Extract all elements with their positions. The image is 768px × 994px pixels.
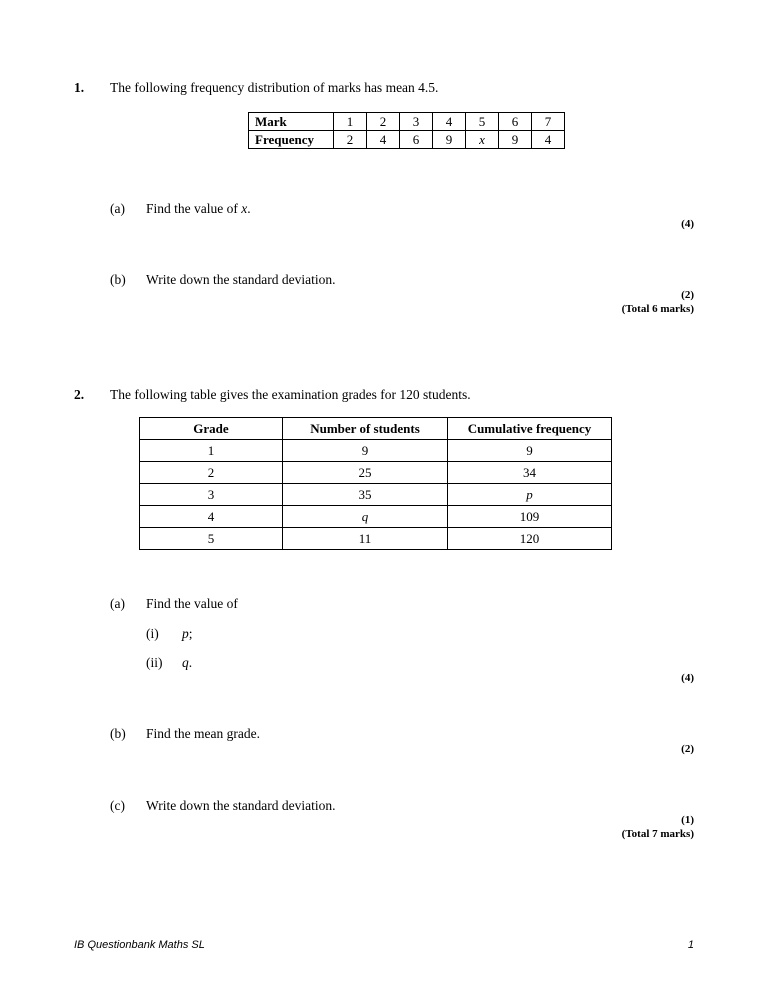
q2-cell: 34 bbox=[448, 462, 612, 484]
q1-mark-cell: 7 bbox=[532, 113, 565, 131]
q2a-ii-label: (ii) bbox=[146, 655, 163, 670]
q1-frequency-cell: 6 bbox=[400, 131, 433, 149]
q2a-marks: (4) bbox=[681, 672, 694, 684]
q2-stem: The following table gives the examination grades for 120 students. bbox=[110, 387, 471, 402]
q1-mark-cell: 6 bbox=[499, 113, 532, 131]
q2-cell: 109 bbox=[448, 506, 612, 528]
q1a-marks: (4) bbox=[681, 218, 694, 230]
q2a-label: (a) bbox=[110, 596, 125, 611]
q1-mark-cell: 4 bbox=[433, 113, 466, 131]
q2a-i-text bbox=[182, 626, 193, 642]
q2-cell: 35 bbox=[283, 484, 448, 506]
q1-mark-cell: 1 bbox=[334, 113, 367, 131]
q2c-label: (c) bbox=[110, 798, 125, 813]
q2-cell: 4 bbox=[140, 506, 283, 528]
q1a-text-post: . bbox=[247, 201, 251, 216]
q1b-marks: (2) bbox=[681, 289, 694, 301]
q2a-i-var: p bbox=[182, 626, 189, 641]
q2c-marks: (1) bbox=[681, 814, 694, 826]
q2-cell: 9 bbox=[283, 440, 448, 462]
table-row bbox=[140, 440, 612, 462]
q2-number: 2. bbox=[74, 387, 85, 402]
q1-frequency-row bbox=[249, 131, 565, 149]
page-number: 1 bbox=[687, 939, 694, 951]
table-row bbox=[140, 528, 612, 550]
q2b-text: Find the mean grade. bbox=[146, 726, 260, 741]
q1-mark-cell: 3 bbox=[400, 113, 433, 131]
q1-number: 1. bbox=[74, 80, 85, 95]
q1-mark-row bbox=[249, 113, 565, 131]
q2-cell: q bbox=[283, 506, 448, 528]
q2-cell: 2 bbox=[140, 462, 283, 484]
q2-header-row bbox=[140, 418, 612, 440]
q2-cell: p bbox=[448, 484, 612, 506]
q1a-var: x bbox=[241, 201, 248, 216]
q2-cell: 3 bbox=[140, 484, 283, 506]
q1-mark-header: Mark bbox=[249, 113, 334, 131]
q1-frequency-table bbox=[248, 112, 565, 149]
q2a-i-punct: ; bbox=[188, 626, 193, 641]
q1-stem: The following frequency distribution of marks has mean 4.5. bbox=[110, 80, 439, 95]
q2-cell: 9 bbox=[448, 440, 612, 462]
q2a-ii-punct: . bbox=[188, 655, 193, 670]
q2-cell: 120 bbox=[448, 528, 612, 550]
q1-frequency-cell: 4 bbox=[532, 131, 565, 149]
q1-frequency-cell: 9 bbox=[499, 131, 532, 149]
table-row bbox=[140, 506, 612, 528]
q2-header-students: Number of students bbox=[283, 418, 448, 440]
q2b-marks: (2) bbox=[681, 743, 694, 755]
q1-frequency-cell: 9 bbox=[433, 131, 466, 149]
q1-frequency-cell: 4 bbox=[367, 131, 400, 149]
q1-frequency-cell: 2 bbox=[334, 131, 367, 149]
q1-total: (Total 6 marks) bbox=[621, 303, 694, 315]
q2c-text: Write down the standard deviation. bbox=[146, 798, 336, 813]
q2a-ii-var: q bbox=[182, 655, 189, 670]
q2a-ii-text bbox=[182, 655, 192, 671]
q1-mark-cell: 5 bbox=[466, 113, 499, 131]
table-row bbox=[140, 462, 612, 484]
q1-frequency-cell: x bbox=[466, 131, 499, 149]
q2a-text: Find the value of bbox=[146, 596, 238, 611]
q2-grades-table bbox=[139, 417, 612, 550]
q2-header-grade: Grade bbox=[140, 418, 283, 440]
q2-cell: 1 bbox=[140, 440, 283, 462]
q2b-label: (b) bbox=[110, 726, 126, 741]
q1a-text-pre: Find the value of bbox=[146, 201, 242, 216]
q1a-label: (a) bbox=[110, 201, 125, 216]
q2-cell: 11 bbox=[283, 528, 448, 550]
q1a-text bbox=[146, 201, 251, 217]
q1-frequency-header: Frequency bbox=[249, 131, 334, 149]
table-row bbox=[140, 484, 612, 506]
q2a-i-label: (i) bbox=[146, 626, 159, 641]
footer-source: IB Questionbank Maths SL bbox=[74, 939, 205, 951]
q1-mark-cell: 2 bbox=[367, 113, 400, 131]
q1b-label: (b) bbox=[110, 272, 126, 287]
q2-total: (Total 7 marks) bbox=[621, 828, 694, 840]
q2-cell: 25 bbox=[283, 462, 448, 484]
q2-header-cumulative: Cumulative frequency bbox=[448, 418, 612, 440]
q2-cell: 5 bbox=[140, 528, 283, 550]
q1b-text: Write down the standard deviation. bbox=[146, 272, 336, 287]
